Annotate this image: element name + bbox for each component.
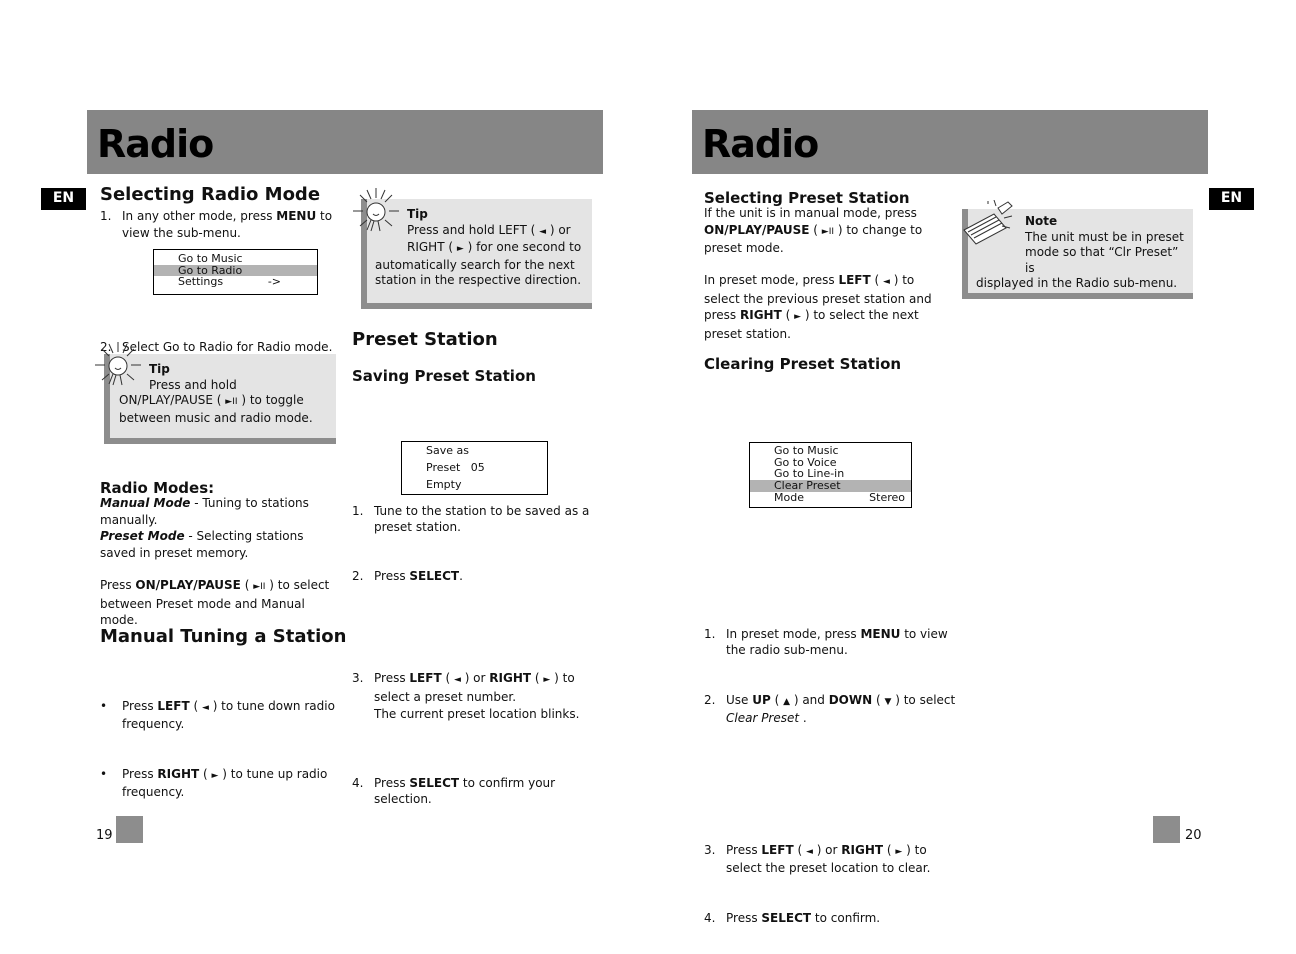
left-arrow-icon: ◄ <box>805 846 813 857</box>
step-text: ( <box>883 842 896 857</box>
left-arrow-icon: ◄ <box>539 226 547 237</box>
tip-line <box>375 223 590 241</box>
right-page-number: 20 <box>1185 828 1202 843</box>
saving-preset-heading: Saving Preset Station <box>352 367 536 385</box>
tip-text-auto-search <box>375 207 590 289</box>
menu-item-go-to-voice: Go to Voice <box>774 455 837 469</box>
manual-tuning-bullet-left <box>100 698 347 733</box>
tip-line: automatically search for the next <box>375 257 575 272</box>
right-arrow-icon: ► <box>456 244 464 255</box>
clearing-preset-heading: Clearing Preset Station <box>704 355 902 373</box>
step-text: Press <box>726 842 762 857</box>
paragraph-text: In preset mode, press <box>704 273 839 287</box>
play-pause-key: ON/PLAY/PAUSE <box>704 222 810 237</box>
left-title-banner <box>87 110 603 174</box>
left-arrow-icon: ◄ <box>882 277 890 287</box>
tip-line: between music and radio mode. <box>119 410 313 425</box>
bullet-text: ( <box>189 698 202 713</box>
tip-line: Press and hold <box>149 377 237 392</box>
preset-station-heading: Preset Station <box>352 329 498 350</box>
menu-item-go-to-music: Go to Music <box>774 444 839 457</box>
tip-text: ( <box>444 240 457 255</box>
right-key: RIGHT <box>407 240 445 255</box>
right-title-banner <box>692 110 1208 174</box>
bullet-text: Press <box>122 766 158 781</box>
tip-line: station in the respective direction. <box>375 273 582 288</box>
step-number: 4. <box>352 775 364 790</box>
left-page-title: Radio <box>97 122 214 166</box>
preset-mode-description <box>100 528 340 561</box>
left-arrow-icon: ◄ <box>201 702 209 713</box>
step-text: . <box>459 568 463 583</box>
select-key: SELECT <box>409 775 460 790</box>
radio-modes-heading: Radio Modes: <box>100 479 215 497</box>
step-text: to confirm. <box>811 910 881 925</box>
step-text: to confirm your selection. <box>374 775 556 806</box>
down-arrow-icon: ▼ <box>884 696 892 707</box>
step-text: ) to select a preset number. <box>374 671 575 704</box>
step-number: 3. <box>352 671 364 685</box>
right-language-tab: EN <box>1209 188 1254 210</box>
step-number: 3. <box>704 842 716 857</box>
manual-tuning-heading: Manual Tuning a Station <box>100 626 347 647</box>
selecting-preset-paragraph-2 <box>704 272 940 342</box>
step-text: Press <box>374 671 410 685</box>
select-key: SELECT <box>409 568 460 583</box>
mode-value: Stereo <box>869 490 905 504</box>
tip-text-toggle <box>119 362 329 426</box>
save-as-line: Save as <box>426 444 469 457</box>
step-text: ) or <box>460 671 490 685</box>
bullet-text: ) to tune up radio frequency. <box>122 766 328 799</box>
right-key: RIGHT <box>740 308 782 322</box>
selecting-preset-paragraph-1 <box>704 205 929 257</box>
step-text: ( <box>770 692 784 707</box>
note-label: Note <box>1025 214 1058 228</box>
saving-step-2 <box>352 568 609 585</box>
menu-item-go-to-music: Go to Music <box>178 252 243 265</box>
bullet-text: Press <box>122 698 158 713</box>
empty-line: Empty <box>426 478 462 491</box>
left-footer-block <box>116 816 143 843</box>
up-key: UP <box>752 692 771 707</box>
paragraph-text: ( <box>809 222 822 237</box>
left-key: LEFT <box>409 671 442 685</box>
selecting-preset-heading: Selecting Preset Station <box>704 189 910 207</box>
note-text <box>976 214 1191 292</box>
radio-submenu-display <box>153 249 318 295</box>
step-text: Press <box>374 775 410 790</box>
right-footer-block <box>1153 816 1180 843</box>
paragraph-text: ) to select the previous preset station and press <box>704 273 932 322</box>
submenu-arrow: -> <box>267 275 281 289</box>
clearing-step-1 <box>704 626 956 659</box>
left-key: LEFT <box>498 222 527 237</box>
down-key: DOWN <box>828 692 873 707</box>
saving-step-1 <box>352 503 609 536</box>
step-text: ) and <box>790 692 829 707</box>
step-text: . <box>799 711 807 725</box>
save-preset-display <box>401 441 548 495</box>
menu-key: MENU <box>276 209 317 223</box>
step-text: ( <box>531 671 544 685</box>
menu-key: MENU <box>860 626 901 641</box>
step-text: Select Go to Radio for Radio mode. <box>122 340 333 354</box>
right-key: RIGHT <box>157 766 200 781</box>
instruction-text: Press <box>100 578 136 592</box>
bullet: • <box>100 698 108 713</box>
play-pause-icon: ►II <box>253 582 266 592</box>
right-arrow-icon: ► <box>895 846 903 857</box>
step-text: Press <box>726 910 762 925</box>
step-text: ( <box>872 692 885 707</box>
note-line: displayed in the Radio sub-menu. <box>976 276 1178 291</box>
tip-text: Press and hold <box>407 222 499 237</box>
preset-number-line: Preset 05 <box>426 461 485 474</box>
paragraph-text: ( <box>870 273 883 287</box>
tip-text: ) for one second to <box>463 240 582 255</box>
menu-item-label: Mode <box>774 490 804 504</box>
right-key: RIGHT <box>489 671 532 685</box>
right-arrow-icon: ► <box>794 312 802 322</box>
clear-preset-term: Clear Preset <box>726 711 800 725</box>
tip-line <box>119 393 329 411</box>
bullet: • <box>100 766 108 781</box>
preset-mode-label: Preset Mode <box>100 529 185 543</box>
step-number: 2. <box>100 340 112 354</box>
step-number: 1. <box>704 626 716 641</box>
paragraph-text: ) to select the next preset station. <box>704 308 919 341</box>
left-key: LEFT <box>157 698 190 713</box>
menu-item-label: Settings <box>178 275 224 289</box>
play-pause-key: ON/PLAY/PAUSE <box>135 578 241 592</box>
step-text: to view the sub-menu. <box>122 209 333 240</box>
tip-text: ( <box>212 393 226 408</box>
left-key: LEFT <box>761 842 794 857</box>
right-page-title: Radio <box>702 122 819 166</box>
tip-label: Tip <box>149 362 170 376</box>
step-text: ( <box>441 671 454 685</box>
bullet-text: ( <box>199 766 212 781</box>
step-number: 2. <box>704 692 716 707</box>
note-line: mode so that “Clr Preset” is <box>1025 245 1179 275</box>
tip-text: ( <box>526 222 540 237</box>
step-text: to view the radio sub-menu. <box>726 626 948 657</box>
select-key: SELECT <box>761 910 812 925</box>
menu-item-go-to-line-in: Go to Line-in <box>774 467 845 481</box>
mode-toggle-instruction <box>100 577 342 629</box>
tip-text: ) or <box>546 222 571 237</box>
tip-line <box>375 240 590 258</box>
step-text: In preset mode, press <box>726 626 861 641</box>
tip-label: Tip <box>407 207 428 221</box>
preset-mode-text: - Selecting stations saved in preset memory. <box>100 529 304 560</box>
selecting-radio-mode-heading: Selecting Radio Mode <box>100 184 321 205</box>
step-number: 4. <box>704 910 716 925</box>
step-text: ) to select <box>891 692 956 707</box>
clear-preset-submenu-display <box>749 442 912 508</box>
up-arrow-icon: ▲ <box>783 696 791 707</box>
paragraph-text: ( <box>781 308 795 322</box>
instruction-text: ( <box>240 578 254 592</box>
instruction-text: ) to select between Preset mode and Manual mode. <box>100 578 330 627</box>
play-pause-key: ON/PLAY/PAUSE <box>119 393 213 408</box>
manual-mode-description <box>100 495 340 528</box>
left-page-number: 19 <box>96 828 113 843</box>
menu-item-settings <box>154 276 317 288</box>
manual-mode-text: - Tuning to stations manually. <box>100 496 309 527</box>
right-arrow-icon: ► <box>211 770 219 781</box>
step-text: ( <box>793 842 806 857</box>
step-text: ) or <box>812 842 842 857</box>
saving-step-4 <box>352 775 589 808</box>
menu-item-mode <box>750 492 911 504</box>
blink-note: The current preset location blinks. <box>374 707 580 721</box>
step-number: 2. <box>352 568 364 583</box>
selecting-mode-step-1 <box>100 208 347 241</box>
clearing-step-2 <box>704 692 966 727</box>
step-text: Press <box>374 568 410 583</box>
play-pause-icon: ►II <box>225 397 238 408</box>
left-key: LEFT <box>838 273 871 287</box>
menu-item-clear-preset: Clear Preset <box>750 480 911 492</box>
tip-text: ) to toggle <box>237 393 304 408</box>
step-number: 1. <box>352 503 364 518</box>
bullet-text: ) to tune down radio frequency. <box>122 698 335 731</box>
step-text: Use <box>726 692 753 707</box>
step-text: Tune to the station to be saved as a preset station. <box>374 503 590 534</box>
step-number: 1. <box>100 209 112 223</box>
right-key: RIGHT <box>841 842 884 857</box>
menu-item-go-to-radio: Go to Radio <box>154 265 317 277</box>
step-text: In any other mode, press <box>122 209 277 223</box>
manual-mode-label: Manual Mode <box>100 496 191 510</box>
manual-tuning-bullet-right <box>100 766 347 801</box>
saving-step-3 <box>352 670 614 723</box>
play-pause-icon: ►II <box>821 226 835 237</box>
paragraph-text: ) to change to preset mode. <box>704 222 923 255</box>
paragraph-text: If the unit is in manual mode, press <box>704 206 917 220</box>
clearing-step-3 <box>704 842 951 877</box>
right-arrow-icon: ► <box>543 675 551 685</box>
note-line: The unit must be in preset <box>1025 229 1184 244</box>
clearing-step-4 <box>704 910 951 927</box>
left-language-tab: EN <box>41 188 86 210</box>
step-text: ) to select the preset location to clear. <box>726 842 931 875</box>
left-arrow-icon: ◄ <box>453 675 461 685</box>
